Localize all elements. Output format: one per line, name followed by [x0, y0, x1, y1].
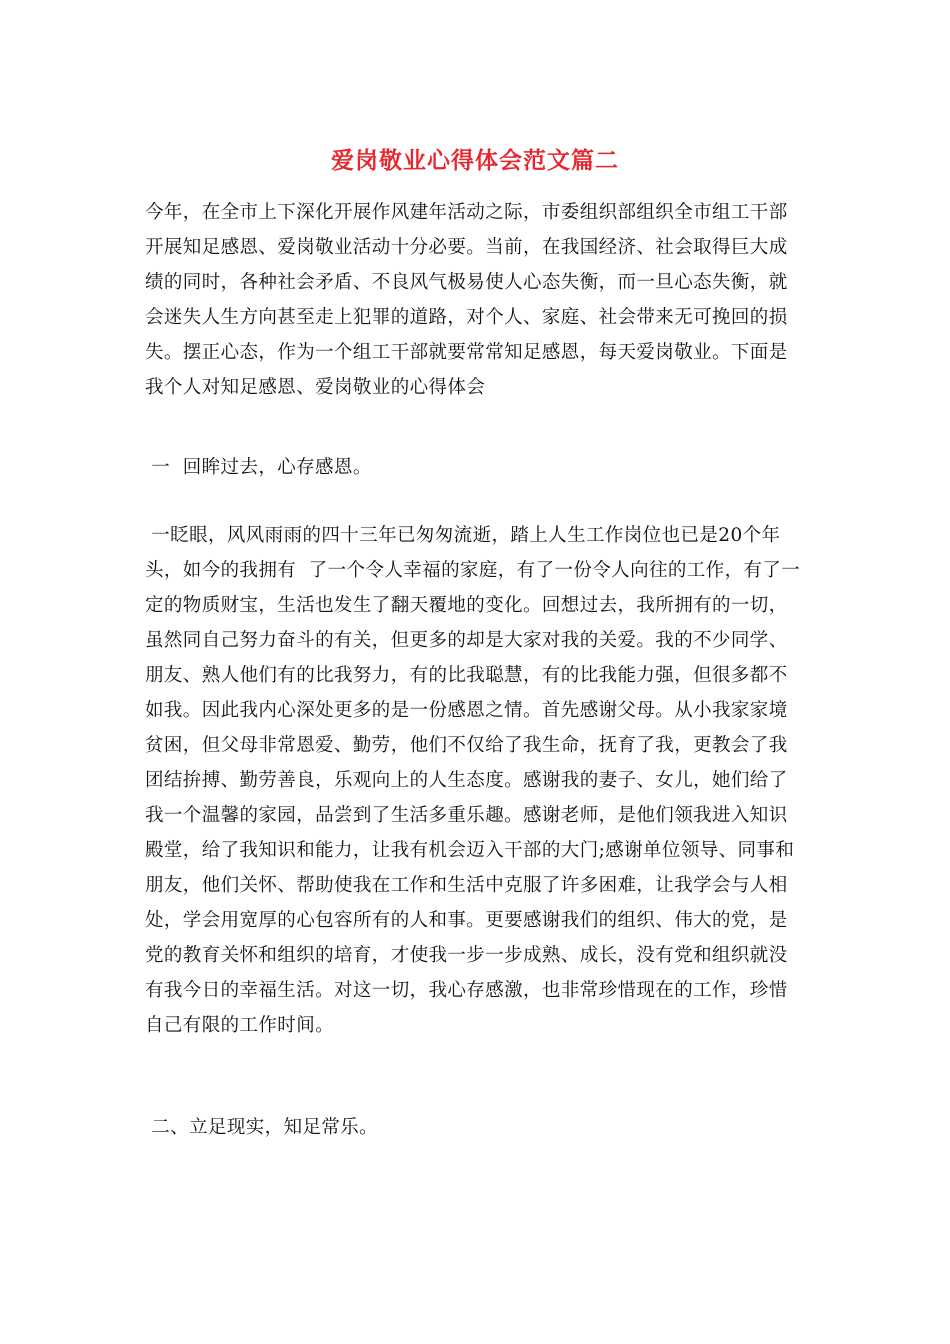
text-line: 失。摆正心态，作为一个组工干部就要常常知足感恩，每天爱岗敬业。下面是: [145, 342, 788, 363]
text-line: 定的物质财宝，生活也发生了翻天覆地的变化。回想过去，我所拥有的一切，: [145, 595, 788, 616]
text-line: 团结拚搏、勤劳善良，乐观向上的人生态度。感谢我的妻子、女儿，她们给了: [145, 770, 788, 791]
text-line: 朋友、熟人他们有的比我努力，有的比我聪慧，有的比我能力强，但很多都不: [145, 665, 788, 686]
text-line: 自己有限的工作时间。: [145, 1015, 335, 1036]
section-heading-2: [145, 1110, 810, 1145]
text-line: 殿堂，给了我知识和能力，让我有机会迈入干部的大门;感谢单位领导、同事和: [145, 840, 795, 861]
section-heading-1: [145, 450, 810, 485]
section-1-paragraph: [145, 518, 810, 1043]
text-line: 绩的同时，各种社会矛盾、不良风气极易使人心态失衡，而一旦心态失衡，就: [145, 272, 788, 293]
text-line: 党的教育关怀和组织的培育，才使我一步一步成熟、成长，没有党和组织就没: [145, 945, 788, 966]
text-line: 头，如今的我拥有 了一个令人幸福的家庭，有了一份令人向往的工作，有了一: [145, 560, 801, 581]
text-line: 朋友，他们关怀、帮助使我在工作和生活中克服了许多困难，让我学会与人相: [145, 875, 788, 896]
text-line: 开展知足感恩、爱岗敬业活动十分必要。当前，在我国经济、社会取得巨大成: [145, 237, 788, 258]
text-line: 我一个温馨的家园，品尝到了生活多重乐趣。感谢老师，是他们领我进入知识: [145, 805, 788, 826]
text-line: 会迷失人生方向甚至走上犯罪的道路，对个人、家庭、社会带来无可挽回的损: [145, 307, 788, 328]
text-line: 如我。因此我内心深处更多的是一份感恩之情。首先感谢父母。从小我家家境: [145, 700, 788, 721]
text-line: 我个人对知足感恩、爱岗敬业的心得体会: [145, 377, 486, 398]
text-line: 今年，在全市上下深化开展作风建年活动之际，市委组织部组织全市组工干部: [145, 202, 788, 223]
text-line: 贫困，但父母非常恩爱、勤劳，他们不仅给了我生命，抚育了我，更教会了我: [145, 735, 788, 756]
heading-text: 二、立足现实，知足常乐。: [145, 1117, 379, 1138]
text-line: 一眨眼，风风雨雨的四十三年已匆匆流逝，踏上人生工作岗位也已是20个年: [145, 525, 781, 546]
document-title: 爱岗敬业心得体会范文篇二: [331, 147, 619, 174]
heading-text: 一 回眸过去，心存感恩。: [145, 457, 372, 478]
text-line: 有我今日的幸福生活。对这一切，我心存感激，也非常珍惜现在的工作，珍惜: [145, 980, 788, 1001]
text-line: 虽然同自己努力奋斗的有关，但更多的却是大家对我的关爱。我的不少同学、: [145, 630, 788, 651]
intro-paragraph: [145, 195, 810, 405]
text-line: 处，学会用宽厚的心包容所有的人和事。更要感谢我们的组织、伟大的党，是: [145, 910, 788, 931]
